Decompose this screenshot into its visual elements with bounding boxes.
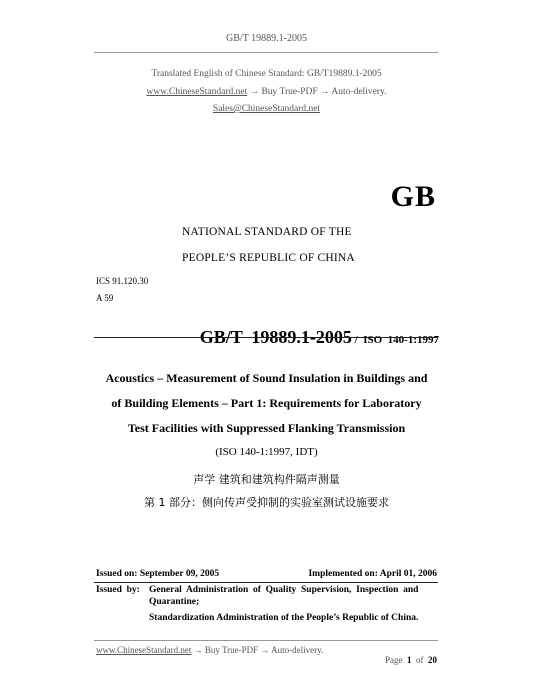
title-line-2: of Building Elements – Part 1: Requirements for Laboratory xyxy=(111,396,422,410)
purchase-line xyxy=(0,87,533,97)
gb-logo: GB xyxy=(390,180,436,213)
national-title-line-1: NATIONAL STANDARD OF THE xyxy=(182,226,352,238)
footer-site-link[interactable]: www.ChineseStandard.net xyxy=(96,645,192,655)
class-code: A 59 xyxy=(96,293,114,303)
chinese-title-line-2: 第 1 部分：侧向传声受抑制的实验室测试设施要求 xyxy=(144,496,389,509)
header-divider xyxy=(94,52,438,53)
iso-idt: (ISO 140-1:1997, IDT) xyxy=(215,446,318,458)
issued-on-date: Issued on: September 09, 2005 xyxy=(96,569,220,579)
standard-number-line xyxy=(192,309,439,348)
standard-number: GB/T 19889.1-2005 xyxy=(199,327,352,347)
ics-code: ICS 91.120.30 xyxy=(96,276,149,286)
page-indicator xyxy=(381,645,438,665)
dates-divider xyxy=(94,582,438,583)
page-of: of xyxy=(416,655,424,665)
page-prefix: Page xyxy=(385,655,403,665)
iso-equivalent: / ISO 140-1:1997 xyxy=(351,334,439,346)
page-number: 1 xyxy=(407,655,412,665)
footer-divider xyxy=(94,640,438,641)
issued-by-org-1-cont: Quarantine; xyxy=(149,597,200,607)
issued-by-label: Issued by: xyxy=(96,585,140,595)
title-line-1: Acoustics – Measurement of Sound Insulation in Buildings and xyxy=(105,371,428,385)
footer-buy-text: → Buy True-PDF → Auto-delivery. xyxy=(191,645,324,655)
chinese-title-line-1: 声学 建筑和建筑构件隔声测量 xyxy=(193,473,340,486)
issued-by-org-2: Standardization Administration of the People’s Republic of China. xyxy=(149,613,419,623)
translation-note: Translated English of Chinese Standard: GB/T19889.1-2005 xyxy=(151,69,382,79)
site-link[interactable]: www.ChineseStandard.net xyxy=(146,87,248,97)
page-total: 20 xyxy=(428,655,437,665)
issued-by-org-1: General Administration of Quality Supervision, Inspection and xyxy=(149,585,419,595)
national-title-line-2: PEOPLE’S REPUBLIC OF CHINA xyxy=(182,252,355,264)
running-header: GB/T 19889.1-2005 xyxy=(226,33,307,44)
email-link[interactable]: Sales@ChineseStandard.net xyxy=(212,104,321,114)
implemented-on-date: Implemented on: April 01, 2006 xyxy=(308,569,437,579)
footer-purchase-line xyxy=(96,645,323,655)
title-line-3: Test Facilities with Suppressed Flanking Transmission xyxy=(127,421,406,435)
buy-text: → Buy True-PDF → Auto-delivery. xyxy=(247,87,387,97)
email-line xyxy=(0,104,533,114)
title-divider xyxy=(94,337,438,338)
